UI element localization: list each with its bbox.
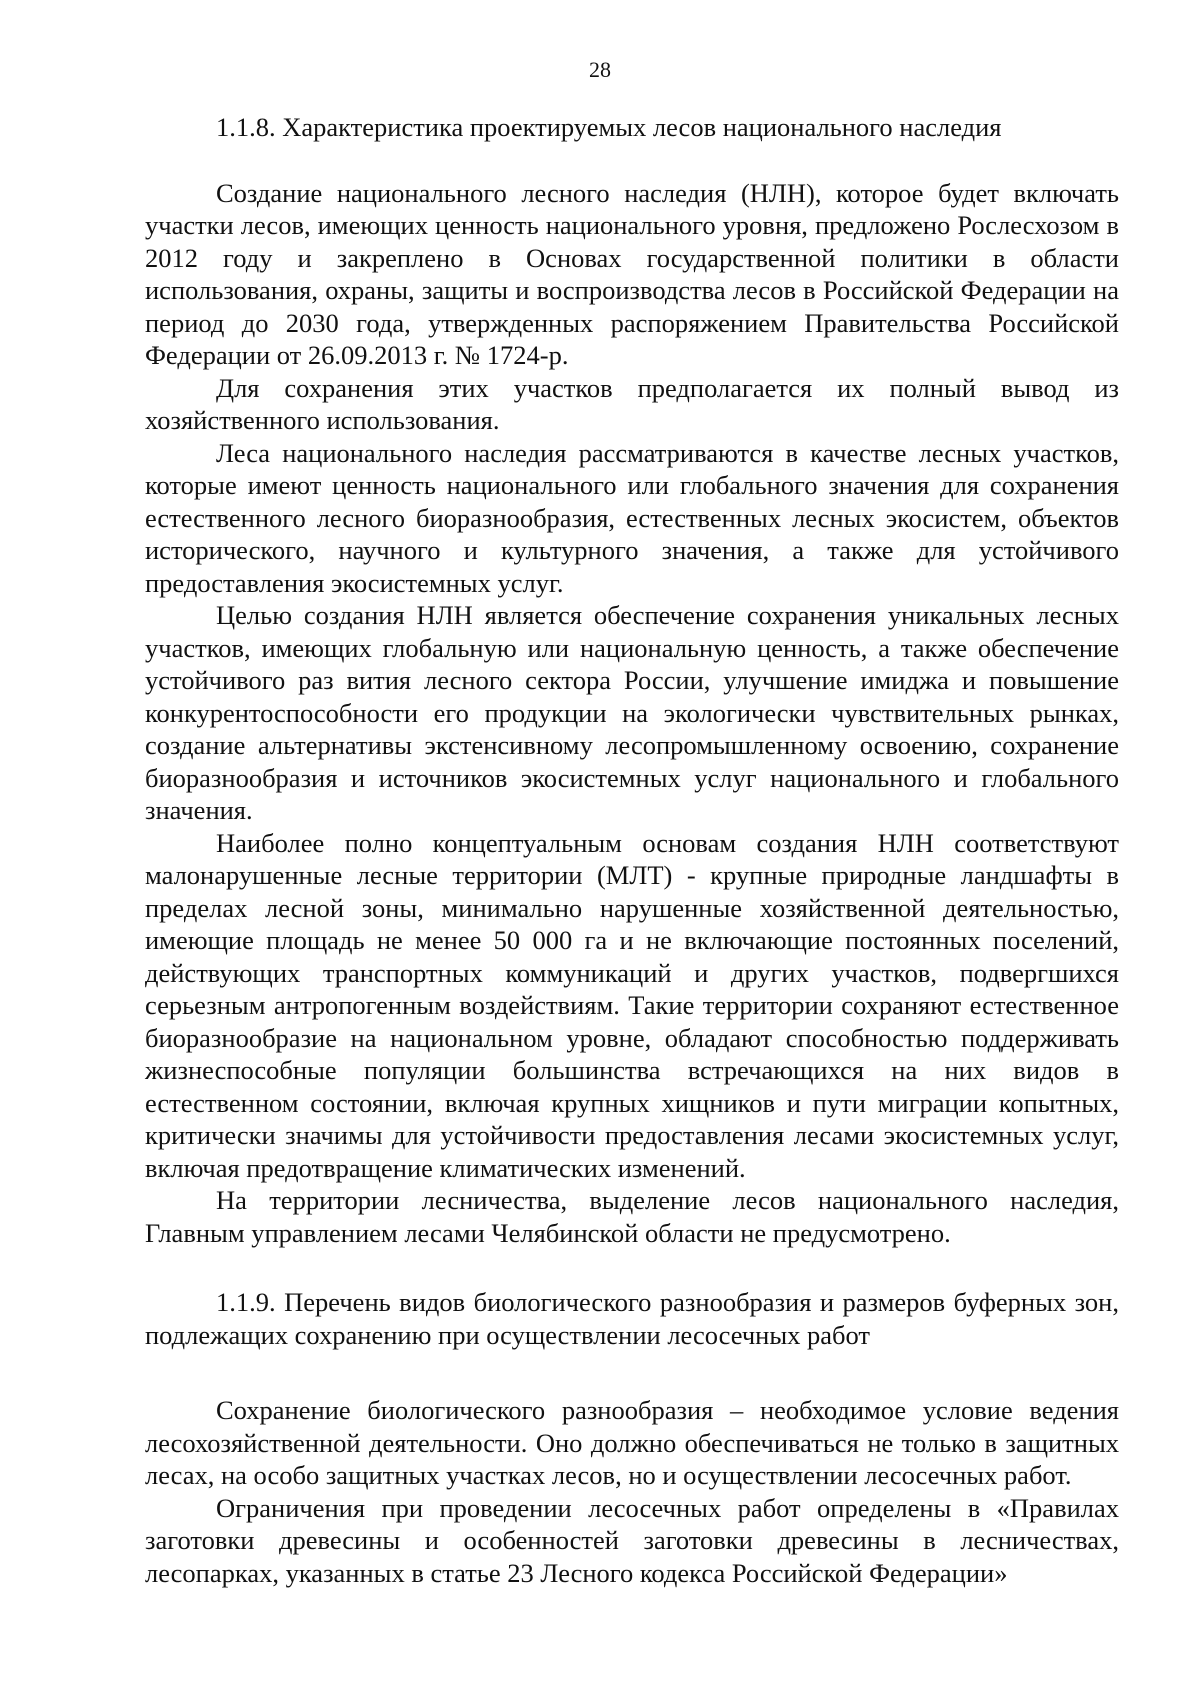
section-biodiversity-buffer-zones bbox=[145, 1286, 1119, 1589]
paragraph: На территории лесничества, выделение лесов национального наследия, Главным управлением лесами Челябинской области не предусмотрено. bbox=[145, 1185, 1119, 1248]
paragraph: Ограничения при проведении лесосечных работ определены в «Правилах заготовки древесины и особенностей заготовки древесины в лесничествах, лесопарках, указанных в статье 23 Лесного кодекса Российской Федерации» bbox=[145, 1492, 1119, 1588]
paragraph: Создание национального лесного наследия (НЛН), которое будет включать участки лесов, имеющих ценность национального уровня, предложено Рослесхозом в 2012 году и закреплено в Основах государственной политики в области использования, охраны, защиты и воспроизводства лесов в Российской Федерации на период до 2030 года, утвержденных распоряжением Правительства Российской Федерации от 26.09.2013 г. № 1724-р. bbox=[145, 177, 1119, 370]
paragraph: Леса национального наследия рассматриваются в качестве лесных участков, которые имеют ценность национального или глобального значения для сохранения естественного лесного биоразнообразия, естественных лесных экосистем, объектов исторического, научного и культурного значения, а также для устойчивого предоставления экосистемных услуг. bbox=[145, 437, 1119, 598]
paragraph: Наиболее полно концептуальным основам создания НЛН соответствуют малонарушенные лесные территории (МЛТ) - крупные природные ландшафты в пределах лесной зоны, минимально нарушенные хозяйственной деятельностью, имеющие площадь не менее 50 000 га и не включающие постоянных поселений, действующих транспортных коммуникаций и других участков, подвергшихся серьезным антропогенным воздействиям. Такие территории сохраняют естественное биоразнообразие на национальном уровне, обладают способностью поддерживать жизнеспособные популяции большинства встречающихся на них видов в естественном состоянии, включая крупных хищников и пути миграции копытных, критически значимы для устойчивости предоставления лесами экосистемных услуг, включая предотвращение климатических изменений. bbox=[145, 827, 1119, 1183]
paragraph: Для сохранения этих участков предполагается их полный вывод из хозяйственного использования. bbox=[145, 372, 1119, 435]
section-heading: 1.1.9. Перечень видов биологического разнообразия и размеров буферных зон, подлежащих сохранению при осуществлении лесосечных работ bbox=[145, 1287, 1119, 1350]
paragraph: Сохранение биологического разнообразия – необходимое условие ведения лесохозяйственной деятельности. Оно должно обеспечиваться не только в защитных лесах, на особо защитных участках лесов, но и осуществлении лесосечных работ. bbox=[145, 1395, 1119, 1490]
section-heading: 1.1.8. Характеристика проектируемых лесов национального наследия bbox=[216, 112, 1002, 142]
page-number: 28 bbox=[589, 57, 611, 82]
paragraph: Целью создания НЛН является обеспечение сохранения уникальных лесных участков, имеющих глобальную или национальную ценность, а также обеспечение устойчивого раз вития лесного сектора России, улучшение имиджа и повышение конкурентоспособности его продукции на экологически чувствительных рынках, создание альтернативы экстенсивному лесопромышленному освоению, сохранение биоразнообразия и источников экосистемных услуг национального и глобального значения. bbox=[145, 600, 1119, 825]
section-national-heritage-forests bbox=[145, 111, 1119, 1249]
